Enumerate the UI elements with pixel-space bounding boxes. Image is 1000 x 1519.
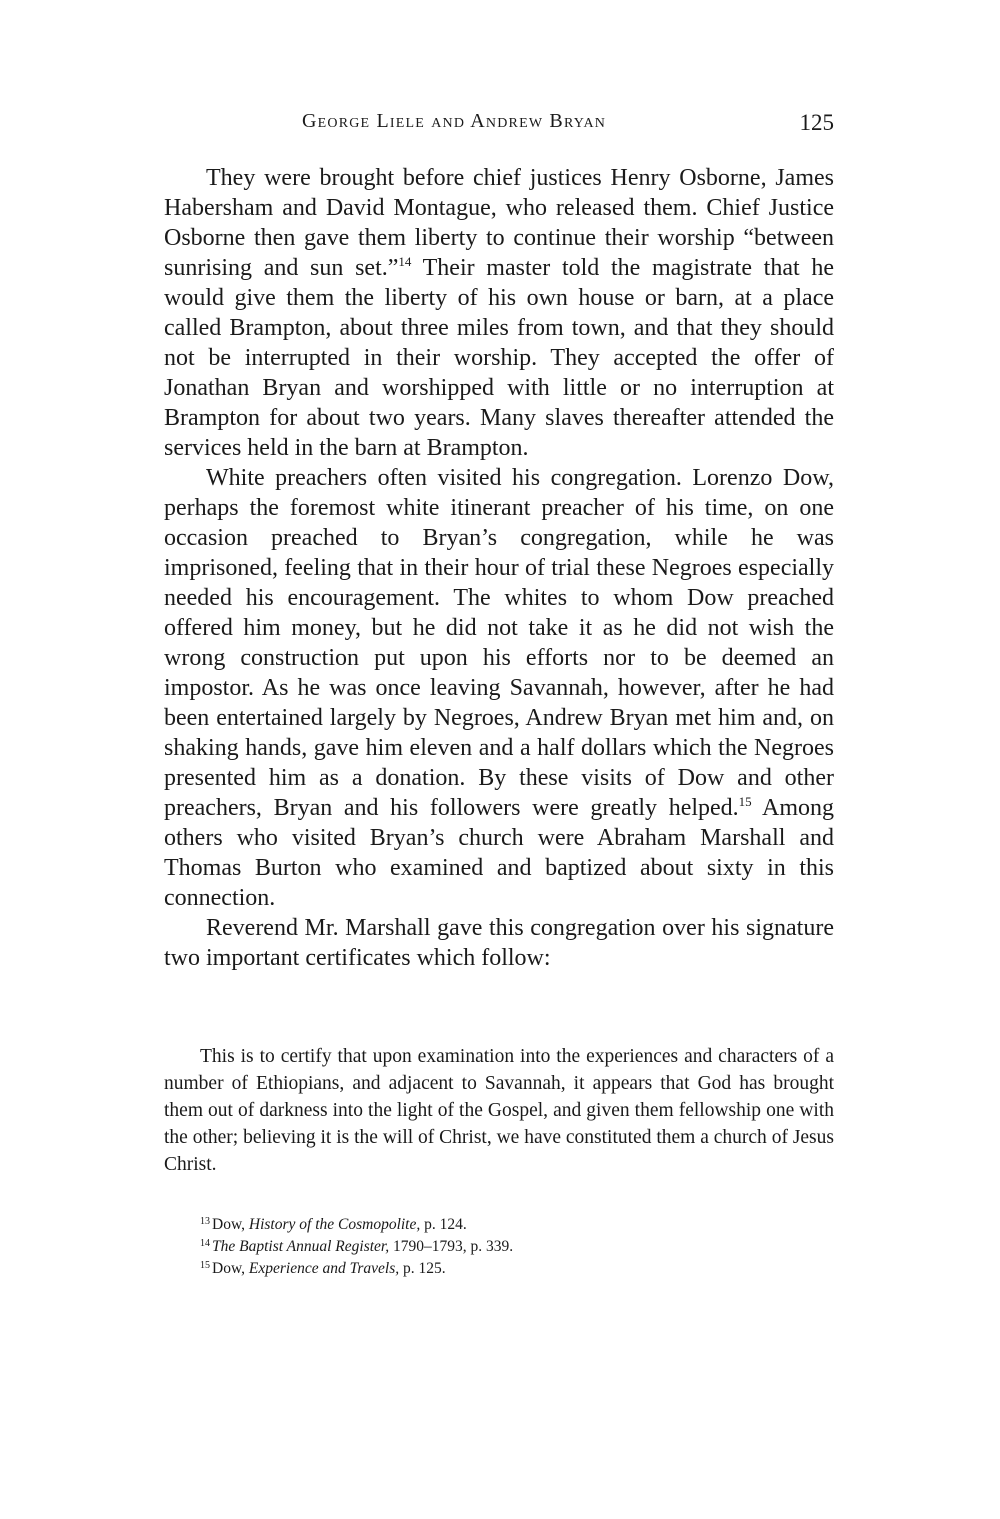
footnote-number: 15	[200, 1260, 210, 1271]
footnote-number: 13	[200, 1216, 210, 1227]
paragraph-3: Reverend Mr. Marshall gave this congregation over his signature two important certificates which follow:	[164, 915, 834, 971]
paragraph-1-text-a: They were brought before chief justices Henry Osborne, James Habersham and David Montague, who released them. Chief Justice Osborne then gave them liberty to continue their worship “between sunrising and sun set.”	[164, 165, 834, 281]
footnote-ref-15: 15	[738, 794, 752, 809]
paragraph-1	[164, 163, 834, 463]
paragraph-1-text-b: Their master told the magistrate that he would give them the liberty of his own house or barn, at a place called Brampton, about three miles from town, and that they should not be interrupted in their worship. They accepted the offer of Jonathan Bryan and worshipped with little or no interruption at Brampton for about two years. Many slaves thereafter attended the services held in the barn at Brampton.	[164, 255, 834, 461]
footnote-author: Dow,	[212, 1260, 249, 1277]
paragraph-2-text-b: Among others who visited Bryan’s church were Abraham Marshall and Thomas Burton who examined and baptized about sixty in this connection.	[164, 795, 834, 911]
footnote-13	[200, 1214, 834, 1236]
footnote-title: History of the Cosmopolite,	[248, 1216, 421, 1233]
footnote-number: 14	[200, 1238, 210, 1249]
footnote-14	[200, 1236, 834, 1258]
footnote-detail: 1790–1793, p. 339.	[389, 1238, 514, 1255]
footnote-title: The Baptist Annual Register,	[212, 1238, 390, 1255]
running-head	[164, 110, 834, 144]
paragraph-2	[164, 463, 834, 913]
footnote-title: Experience and Travels,	[248, 1260, 400, 1277]
footnote-author: Dow,	[212, 1216, 249, 1233]
footnote-ref-14: 14	[398, 254, 412, 269]
footnote-detail: p. 125.	[399, 1260, 446, 1277]
certificate-quote: This is to certify that upon examination into the experiences and characters of a number of Ethiopians, and adjacent to Savannah, it appears that God has brought them out of darkness into the light of the Gospel, and given them fellowship one with the other; believing it is the will of Christ, we have constituted them a church of Jesus Christ.	[164, 1046, 834, 1175]
running-title: George Liele and Andrew Bryan	[302, 110, 607, 132]
body-text	[164, 163, 834, 973]
page-number: 125	[799, 110, 834, 135]
footnote-15	[200, 1258, 834, 1280]
footnote-detail: p. 124.	[420, 1216, 467, 1233]
footnotes	[200, 1214, 834, 1280]
paragraph-2-text-a: White preachers often visited his congregation. Lorenzo Dow, perhaps the foremost white itinerant preacher of his time, on one occasion preached to Bryan’s congregation, while he was imprisoned, feeling that in their hour of trial these Negroes especially needed his encouragement. The whites to whom Dow preached offered him money, but he did not take it as he did not wish the wrong construction put upon his efforts nor to be deemed an impostor. As he was once leaving Savannah, however, after he had been entertained largely by Negroes, Andrew Bryan met him and, on shaking hands, gave him eleven and a half dollars which the Negroes presented him as a donation. By these visits of Dow and other preachers, Bryan and his followers were greatly helped.	[164, 465, 834, 821]
